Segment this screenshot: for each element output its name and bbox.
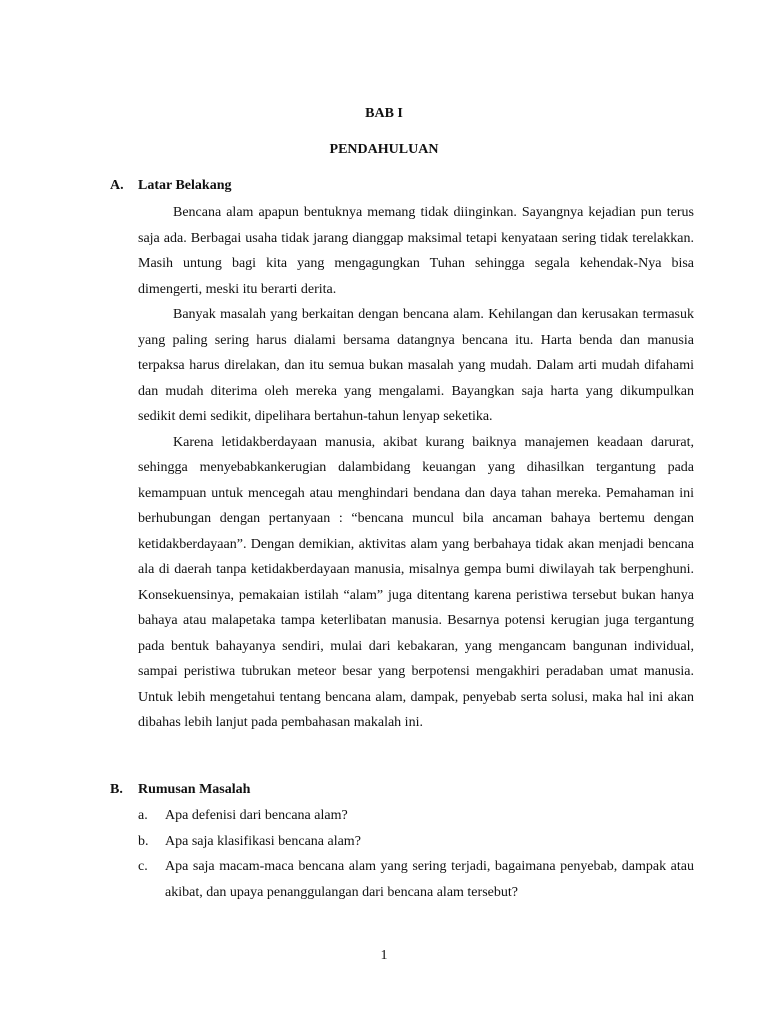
section-b-heading <box>110 782 250 798</box>
paragraph-3: Karena letidakberdayaan manusia, akibat kurang baiknya manajemen keadaan darurat, sehingga menyebabkankerugian dalambidang keuangan yang dihasilkan tergantung pada kemampuan untuk mencegah atau menghindari bendana dan daya tahan mereka. Pemahaman ini berhubungan dengan pertanyaan : “bencana muncul bila ancaman bahaya bertemu dengan ketidakberdayaan”. Dengan demikian, aktivitas alam yang berbahaya tidak akan menjadi bencana ala di daerah tanpa ketidakberdayaan manusia, misalnya gempa bumi diwilayah tak berpenghuni. Konsekuensinya, pemakaian istilah “alam” juga ditentang karena peristiwa tersebut bukan hanya bahaya atau malapetaka tampa keterlibatan manusia. Besarnya potensi kerugian juga tergantung pada bentuk bahayanya sendiri, mulai dari kebakaran, yang mengancam bangunan individual, sampai peristiwa tubrukan meteor besar yang berpotensi mengakhiri peradaban umat manusia. Untuk lebih mengetahui tentang bencana alam, dampak, penyebab serta solusi, maka hal ini akan dibahas lebih lanjut pada pembahasan makalah ini. <box>138 434 694 730</box>
paragraph-2: Banyak masalah yang berkaitan dengan bencana alam. Kehilangan dan kerusakan termasuk yang paling sering harus dialami bersama datangnya bencana itu. Harta benda dan manusia terpaksa harus direlakan, dan itu semua bukan masalah yang mudah. Dalam arti mudah difahami dan mudah diterima oleh mereka yang mengalami. Bayangkan saja harta yang dikumpulkan sedikit demi sedikit, dipelihara bertahun-tahun lenyap seketika. <box>138 307 694 424</box>
list-item <box>138 854 694 905</box>
section-a-title: Latar Belakang <box>138 178 232 193</box>
list-item <box>138 829 694 855</box>
list-item-text: Apa saja klasifikasi bencana alam? <box>165 833 361 849</box>
list-item-text: Apa defenisi dari bencana alam? <box>165 808 348 823</box>
section-b-title: Rumusan Masalah <box>138 782 251 797</box>
section-a-letter: A. <box>110 178 124 193</box>
section-a-body <box>138 200 694 736</box>
list-marker: a. <box>138 808 148 823</box>
problem-list <box>138 803 694 905</box>
chapter-label: BAB I <box>365 106 403 121</box>
list-item <box>138 803 694 829</box>
page-number: 1 <box>380 948 388 963</box>
paragraph-1: Bencana alam apapun bentuknya memang tidak diinginkan. Sayangnya kejadian pun terus saja ada. Berbagai usaha tidak jarang dianggap maksimal tetapi kenyataan sering tidak terelakkan. Masih untung bagi kita yang mengagungkan Tuhan sehingga segala kehendak-Nya bisa dimengerti, meski itu berarti derita. <box>138 205 694 297</box>
list-item-text: Apa saja macam-maca bencana alam yang sering terjadi, bagaimana penyebab, dampak atau akibat, dan upaya penanggulangan dari bencana alam tersebut? <box>165 859 694 900</box>
list-marker: c. <box>138 859 148 874</box>
section-b-letter: B. <box>110 782 123 797</box>
chapter-title: PENDAHULUAN <box>329 142 439 157</box>
list-marker: b. <box>138 833 149 849</box>
section-a-heading <box>110 178 231 194</box>
